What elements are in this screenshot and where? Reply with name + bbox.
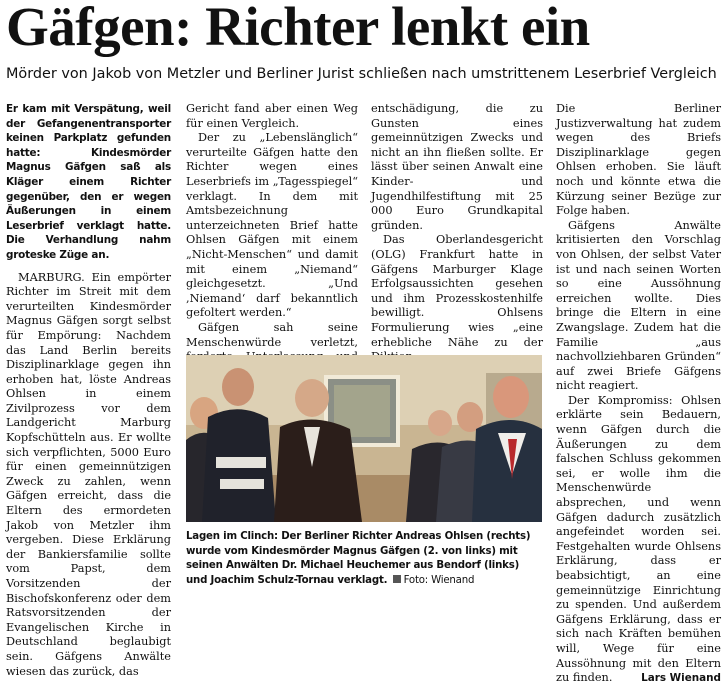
article-paragraph: Das Oberlandesgericht (OLG) Frankfurt hatte in Gäfgens Marburger Klage Erfolgsaussichten gesehen und ihm Prozesskostenhilfe bewilligt. Ohlsens Formulierung wies „eine erhebliche Nähe zu der — [371, 233, 543, 349]
article-paragraph: entschädigung, die zu Gunsten eines gemeinnützigen Zwecks und nicht an ihn fließen sollte. Er lässt über seinen Anwalt eine Kinder- und Jugendhilfestiftung mit 25 000 Euro Grundkapital gründen. — [371, 102, 543, 232]
article-column-3 — [371, 102, 543, 394]
courtroom-photo-illustration — [186, 355, 542, 522]
news-photo — [186, 355, 542, 522]
article-paragraph: Gäfgens Anwälte kritisierten den Vorschlag von Ohlsen, der selbst Vater ist und nach seinen Worten so eine Aussöhnung erreichen wollte. Dies bringe die Eltern in eine Zwangslage. Zudem hat die Familie „aus nachvollziehbaren Gründen“ auf zwei Briefe Gäfgens nicht reagiert. — [556, 218, 721, 393]
article-column-2 — [186, 102, 358, 379]
subheadline: Mörder von Jakob von Metzler und Berliner Jurist schließen nach umstrittenem Leserbrief Vergleich — [6, 66, 717, 82]
article-paragraph: Gäfgen sah seine Menschenwürde verletzt, — [186, 320, 358, 349]
square-icon — [393, 575, 401, 583]
article-paragraph-text: Der Kompromiss: Ohlsen erklärte sein Bedauern, wenn Gäfgen durch die Äußerungen zu dem falschen Schluss gekommen sei, er wolle ihm die Menschenwürde absprechen, und wenn Gäfgen dadurch zusätzlich angefeindet worden sei. Festgehalten wurde Ohlsens Erklärung, dass er beabsichtigt, an eine gemeinnützige Einrichtung zu spenden. Und außerdem Gäfgens Erklärung, dass er sich nach Kräften bemühen will, Wege für eine Aussöhnung mit den Eltern zu finden. — [556, 393, 721, 685]
article-column-4 — [556, 102, 721, 686]
article-column-1 — [6, 102, 171, 679]
photo-caption-text: Lagen im Clinch: Der Berliner Richter Andreas Ohlsen (rechts) wurde vom Kindesmörder Magnus Gäfgen (2. von links) mit seinen Anwälten Dr. Michael Heuchemer aus Bendorf (links) und Joachim Schulz-Tornau verklagt. — [186, 531, 531, 586]
article-paragraph — [556, 394, 721, 686]
article-paragraph: MARBURG. Ein empörter Richter im Streit mit dem verurteilten Kindesmörder Magnus Gäfgen sorgt selbst für Empörung: Nachdem das Land Berlin bereits Disziplinarklage gegen ihn erhoben hat, löste Andreas Ohlsen in einem Zivilprozess vor dem Landgericht Marburg Kopfschütteln aus. Er wollte sich verpflichten, 5000 Euro für einen gemeinnützigen Zweck zu zahlen, wenn Gäfgen erreicht, dass die Eltern des ermordeten Jakob von Metzler ihm vergeben. Diese Erklärung der Bankiersfamilie sollte vom Papst, dem Vorsitzenden der Bischofskonferenz oder dem Ratsvorsitzenden der Evangelischen Kirche in Deutschland beglaubigt sein. Gäfgens Anwälte wiesen das zurück, das — [6, 270, 171, 678]
photo-credit: Foto: Wienand — [403, 574, 475, 586]
article-paragraph: Gericht fand aber einen Weg für einen Vergleich. — [186, 102, 358, 130]
article-lead: Er kam mit Verspätung, weil der Gefangenentransporter keinen Parkplatz gefunden hatte: Kindesmörder Magnus Gäfgen saß als Kläger einem Richter gegenüber, den er wegen Äußerungen in einem Leserbrief verklagt hatte. Die Verhandlung nahm groteske Züge an. — [6, 103, 171, 261]
article-paragraph: Der zu „Lebenslänglich“ verurteilte Gäfgen hatte den Richter wegen eines Leserbriefs im „Tagesspiegel“ verklagt. In dem mit Amtsbezeichnung unterzeichneten Brief hatte Ohlsen Gäfgen mit einem „Nicht-Menschen“ und damit mit einem „Niemand“ gleichgesetzt. „Und ,Niemand‘ darf bekanntlich gefoltert werden.“ — [186, 131, 358, 320]
photo-caption — [186, 530, 542, 588]
article-paragraph: Die Berliner Justizverwaltung hat zudem wegen des Briefs Disziplinarklage gegen Ohlsen erhoben. Sie läuft noch und könnte etwa die Kürzung seiner Bezüge zur Folge haben. — [556, 102, 721, 218]
headline: Gäfgen: Richter lenkt ein — [6, 0, 590, 57]
author-byline: Lars Wienand — [641, 672, 721, 685]
